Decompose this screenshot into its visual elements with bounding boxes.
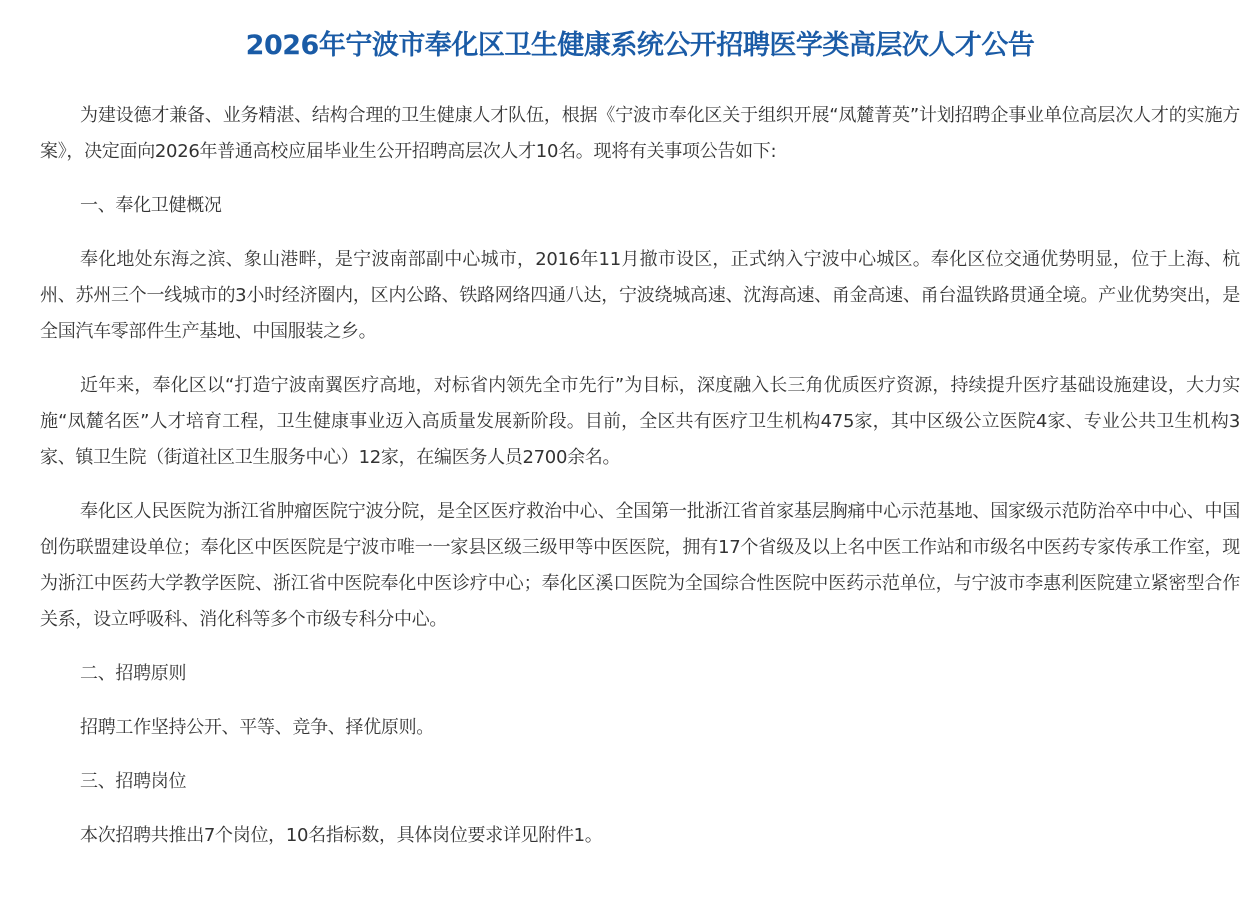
principles-paragraph: 招聘工作坚持公开、平等、竞争、择优原则。 <box>80 717 434 738</box>
page-title: 2026年宁波市奉化区卫生健康系统公开招聘医学类高层次人才公告 <box>245 30 1035 61</box>
article-body <box>40 98 1240 854</box>
intro-paragraph: 为建设德才兼备、业务精湛、结构合理的卫生健康人才队伍，根据《宁波市奉化区关于组织开展“凤麓菁英”计划招聘企事业单位高层次人才的实施方案》，决定面向2026年普通高校应届毕业生公开招聘高层次人才10名。现将有关事项公告如下: <box>40 105 1240 162</box>
section-heading-positions: 三、招聘岗位 <box>80 771 187 792</box>
positions-paragraph: 本次招聘共推出7个岗位，10名指标数，具体岗位要求详见附件1。 <box>80 825 603 846</box>
section-heading-principles: 二、招聘原则 <box>80 663 187 684</box>
overview-paragraph-location: 奉化地处东海之滨、象山港畔，是宁波南部副中心城市，2016年11月撤市设区，正式纳入宁波中心城区。奉化区位交通优势明显，位于上海、杭州、苏州三个一线城市的3小时经济圈内，区内公路、铁路网络四通八达，宁波绕城高速、沈海高速、甬金高速、甬台温铁路贯通全境。产业优势突出，是全国汽车零部件生产基地、中国服装之乡。 <box>40 249 1240 342</box>
overview-paragraph-development: 近年来，奉化区以“打造宁波南翼医疗高地，对标省内领先全市先行”为目标，深度融入长三角优质医疗资源，持续提升医疗基础设施建设，大力实施“凤麓名医”人才培育工程，卫生健康事业迈入高质量发展新阶段。目前，全区共有医疗卫生机构475家，其中区级公立医院4家、专业公共卫生机构3家、镇卫生院（街道社区卫生服务中心）12家，在编医务人员2700余名。 <box>40 375 1240 468</box>
overview-paragraph-hospitals: 奉化区人民医院为浙江省肿瘤医院宁波分院，是全区医疗救治中心、全国第一批浙江省首家基层胸痛中心示范基地、国家级示范防治卒中中心、中国创伤联盟建设单位；奉化区中医医院是宁波市唯一一家县区级三级甲等中医医院，拥有17个省级及以上名中医工作站和市级名中医药专家传承工作室，现为浙江中医药大学教学医院、浙江省中医院奉化中医诊疗中心；奉化区溪口医院为全国综合性医院中医药示范单位，与宁波市李惠利医院建立紧密型合作关系，设立呼吸科、消化科等多个市级专科分中心。 <box>40 501 1240 630</box>
section-heading-overview: 一、奉化卫健概况 <box>80 195 222 216</box>
